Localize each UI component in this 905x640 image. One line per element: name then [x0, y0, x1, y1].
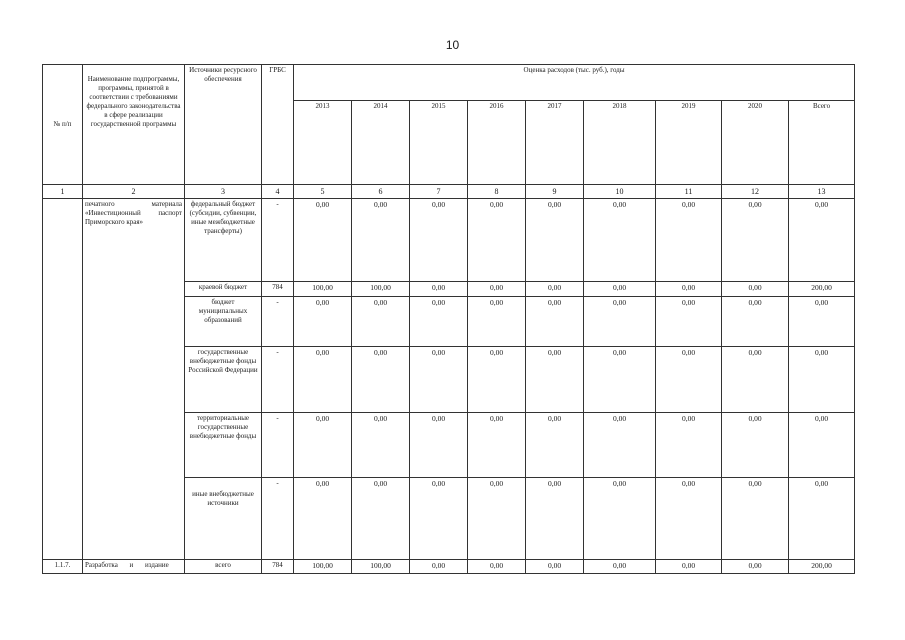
value-cell: 0,00 [352, 347, 410, 413]
value-cell: 0,00 [352, 297, 410, 347]
value-cell: 0,00 [656, 413, 722, 478]
col-number: 6 [352, 185, 410, 199]
year-header: 2013 [294, 101, 352, 185]
grbs-cell: - [262, 347, 294, 413]
value-cell: 0,00 [294, 478, 352, 560]
grbs-cell: - [262, 199, 294, 282]
header-source: Источники ресурсного обеспечения [185, 65, 262, 185]
source-cell: краевой бюджет [185, 282, 262, 297]
col-number: 9 [526, 185, 584, 199]
source-cell: бюджет муниципальных образований [185, 297, 262, 347]
value-cell: 0,00 [656, 199, 722, 282]
value-cell: 0,00 [789, 347, 855, 413]
value-cell: 0,00 [656, 282, 722, 297]
value-cell: 0,00 [468, 478, 526, 560]
value-cell: 100,00 [294, 560, 352, 574]
item-name: печатного материала «Инвестиционный паспорт Приморского края» [83, 199, 185, 560]
value-cell: 0,00 [294, 199, 352, 282]
value-cell: 100,00 [294, 282, 352, 297]
expenses-table [42, 64, 855, 574]
value-cell: 200,00 [789, 560, 855, 574]
value-cell: 0,00 [526, 478, 584, 560]
source-cell: всего [185, 560, 262, 574]
value-cell: 0,00 [468, 413, 526, 478]
col-number: 8 [468, 185, 526, 199]
value-cell: 0,00 [526, 413, 584, 478]
value-cell: 0,00 [584, 560, 656, 574]
col-number: 13 [789, 185, 855, 199]
col-number: 12 [722, 185, 789, 199]
source-cell: государственные внебюджетные фонды Российской Федерации [185, 347, 262, 413]
value-cell: 0,00 [789, 478, 855, 560]
value-cell: 0,00 [468, 199, 526, 282]
year-header: 2017 [526, 101, 584, 185]
item-name: Разработка и издание [83, 560, 185, 574]
value-cell: 0,00 [468, 297, 526, 347]
value-cell: 0,00 [410, 413, 468, 478]
value-cell: 0,00 [584, 282, 656, 297]
row-num-cell [43, 199, 83, 560]
col-number: 1 [43, 185, 83, 199]
value-cell: 0,00 [410, 347, 468, 413]
value-cell: 0,00 [468, 560, 526, 574]
col-number: 10 [584, 185, 656, 199]
year-header: Всего [789, 101, 855, 185]
value-cell: 0,00 [656, 560, 722, 574]
value-cell: 0,00 [526, 297, 584, 347]
year-header: 2018 [584, 101, 656, 185]
row-num-cell: 1.1.7. [43, 560, 83, 574]
year-header: 2019 [656, 101, 722, 185]
value-cell: 0,00 [352, 413, 410, 478]
col-number: 11 [656, 185, 722, 199]
col-number: 4 [262, 185, 294, 199]
value-cell: 0,00 [722, 560, 789, 574]
value-cell: 200,00 [789, 282, 855, 297]
value-cell: 0,00 [526, 347, 584, 413]
value-cell: 0,00 [352, 478, 410, 560]
header-costs: Оценка расходов (тыс. руб.), годы [294, 65, 855, 101]
value-cell: 0,00 [526, 282, 584, 297]
value-cell: 0,00 [410, 560, 468, 574]
value-cell: 0,00 [722, 478, 789, 560]
value-cell: 0,00 [410, 297, 468, 347]
col-number: 7 [410, 185, 468, 199]
value-cell: 0,00 [468, 347, 526, 413]
page-number: 10 [445, 38, 460, 52]
value-cell: 0,00 [468, 282, 526, 297]
value-cell: 0,00 [656, 478, 722, 560]
value-cell: 100,00 [352, 560, 410, 574]
header-grbs: ГРБС [262, 65, 294, 185]
value-cell: 0,00 [722, 297, 789, 347]
header-num: № п/п [43, 65, 83, 185]
value-cell: 0,00 [584, 199, 656, 282]
source-cell: иные внебюджетные источники [185, 478, 262, 560]
value-cell: 0,00 [722, 413, 789, 478]
value-cell: 0,00 [410, 478, 468, 560]
value-cell: 0,00 [722, 347, 789, 413]
col-number: 3 [185, 185, 262, 199]
source-cell: федеральный бюджет (субсидии, субвенции, иные межбюджетные трансферты) [185, 199, 262, 282]
value-cell: 0,00 [352, 199, 410, 282]
value-cell: 0,00 [526, 560, 584, 574]
value-cell: 0,00 [656, 347, 722, 413]
year-header: 2020 [722, 101, 789, 185]
value-cell: 0,00 [410, 282, 468, 297]
value-cell: 0,00 [789, 199, 855, 282]
value-cell: 0,00 [789, 297, 855, 347]
value-cell: 0,00 [584, 297, 656, 347]
value-cell: 0,00 [722, 199, 789, 282]
value-cell: 0,00 [294, 413, 352, 478]
value-cell: 0,00 [584, 413, 656, 478]
grbs-cell: - [262, 413, 294, 478]
value-cell: 0,00 [789, 413, 855, 478]
value-cell: 0,00 [584, 347, 656, 413]
col-number: 2 [83, 185, 185, 199]
header-name: Наименование подпрограммы, программы, принятой в соответствии с требованиями федерального законодательства в сфере реализации государственной программы [83, 65, 185, 185]
value-cell: 0,00 [584, 478, 656, 560]
value-cell: 100,00 [352, 282, 410, 297]
year-header: 2014 [352, 101, 410, 185]
source-cell: территориальные государственные внебюджетные фонды [185, 413, 262, 478]
grbs-cell: 784 [262, 282, 294, 297]
value-cell: 0,00 [294, 347, 352, 413]
col-number: 5 [294, 185, 352, 199]
year-header: 2015 [410, 101, 468, 185]
grbs-cell: - [262, 297, 294, 347]
value-cell: 0,00 [722, 282, 789, 297]
grbs-cell: - [262, 478, 294, 560]
value-cell: 0,00 [656, 297, 722, 347]
value-cell: 0,00 [294, 297, 352, 347]
value-cell: 0,00 [410, 199, 468, 282]
grbs-cell: 784 [262, 560, 294, 574]
year-header: 2016 [468, 101, 526, 185]
value-cell: 0,00 [526, 199, 584, 282]
